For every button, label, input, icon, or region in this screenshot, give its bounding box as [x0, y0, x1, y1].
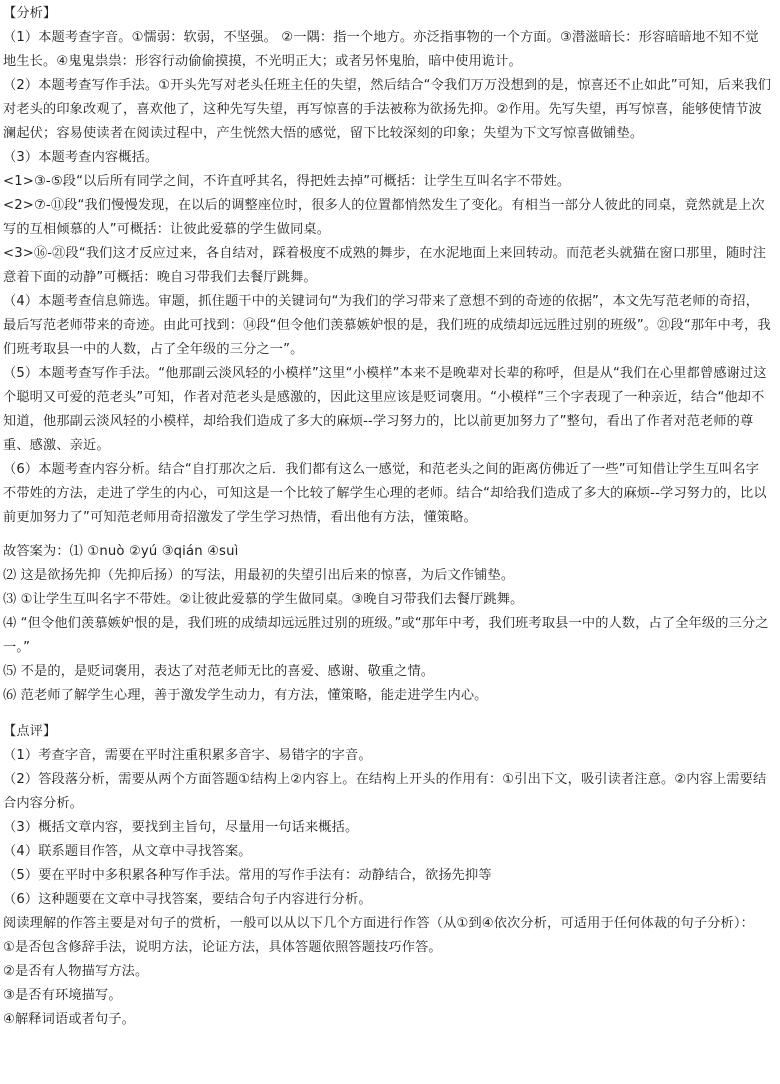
analysis-item-3-3: <3>⑯-㉑段“我们这才反应过来，各自结对，踩着极度不成熟的舞步，在水泥地面上来回转动。而范老头就猫在窗口那里，随时注意着下面的动静”可概括：晚自习带我们去餐厅跳舞。	[3, 246, 767, 285]
comment-section	[3, 720, 772, 1032]
answers-section	[3, 540, 772, 708]
comment-item-2: （2）答段落分析，需要从两个方面答题①结构上②内容上。在结构上开头的作用有：①引出下文，吸引读者注意。②内容上需要结合内容分析。	[3, 772, 767, 811]
comment-point-4: ④解释词语或者句子。	[3, 1012, 136, 1027]
comment-item-6: （6）这种题要在文章中寻找答案，要结合句子内容进行分析。	[3, 892, 372, 907]
analysis-item-6: （6）本题考查内容分析。结合“自打那次之后．我们都有这么一感觉，和范老头之间的距离仿佛近了一些”可知借让学生互叫名字不带姓的方法，走进了学生的内心，可知这是一个比较了解学生心理的老师。结合“却给我们造成了多大的麻烦--学习努力的，比以前更加努力了”可知范老师用奇招激发了学生学习热情，看出他有方法，懂策略。	[3, 462, 767, 525]
comment-item-3: （3）概括文章内容，要找到主旨句，尽量用一句话来概括。	[3, 820, 359, 835]
analysis-section	[3, 2, 772, 530]
analysis-item-3: （3）本题考查内容概括。	[3, 150, 159, 165]
answer-item-3: ⑶ ①让学生互叫名字不带姓。②让彼此爱慕的学生做同桌。③晚自习带我们去餐厅跳舞。	[3, 592, 524, 607]
answer-item-1: 故答案为：⑴ ①nuò ②yú ③qián ④suì	[3, 544, 239, 559]
answer-item-4: ⑷ “但令他们羡慕嫉妒恨的是，我们班的成绩却远远胜过别的班级。”或“那年中考，我们班考取县一中的人数，占了全年级的三分之一。”	[3, 616, 769, 655]
comment-item-4: （4）联系题目作答，从文章中寻找答案。	[3, 844, 252, 859]
comment-point-3: ③是否有环境描写。	[3, 988, 122, 1003]
comment-item-1: （1）考查字音，需要在平时注重积累多音字、易错字的字音。	[3, 748, 372, 763]
comment-point-2: ②是否有人物描写方法。	[3, 964, 149, 979]
answer-item-5: ⑸ 不是的，是贬词褒用，表达了对范老师无比的喜爱、感谢、敬重之情。	[3, 664, 435, 679]
analysis-item-4: （4）本题考查信息筛选。审题，抓住题干中的关键词句“为我们的学习带来了意想不到的奇迹的依据”，本文先写范老师的奇招，最后写范老师带来的奇迹。由此可找到：⑭段“但令他们羡慕嫉妒恨的是，我们班的成绩却远远胜过别的班级”。㉑段“那年中考，我们班考取县一中的人数，占了全年级的三分之一”。	[3, 294, 771, 357]
answer-item-2: ⑵ 这是欲扬先抑（先抑后扬）的写法，用最初的失望引出后来的惊喜，为后文作铺垫。	[3, 568, 515, 583]
analysis-item-5: （5）本题考查写作手法。“他那副云淡风轻的小模样”这里“小模样”本来不是晚辈对长辈的称呼，但是从“我们在心里都曾感谢过这个聪明又可爱的范老头”可知，作者对范老头是感激的，因此这里应该是贬词褒用。“小模样”三个字表现了一种亲近，结合“他却不知道，他那副云淡风轻的小模样，却给我们造成了多大的麻烦--学习努力的，比以前更加努力了”整句，看出了作者对范老师的尊重、感激、亲近。	[3, 366, 767, 453]
analysis-item-1: （1）本题考查字音。①懦弱：软弱，不坚强。 ②一隅：指一个地方。亦泛指事物的一个方面。③潜滋暗长：形容暗暗地不知不觉地生长。④鬼鬼祟祟：形容行动偷偷摸摸，不光明正大；或者另怀鬼胎，暗中使用诡计。	[3, 30, 759, 69]
comment-point-1: ①是否包含修辞手法，说明方法，论证方法，具体答题依照答题技巧作答。	[3, 940, 442, 955]
analysis-header: 【分析】	[3, 6, 57, 21]
comment-summary: 阅读理解的作答主要是对句子的赏析，一般可以从以下几个方面进行作答（从①到④依次分析，可适用于任何体裁的句子分析）：	[3, 916, 754, 931]
comment-item-5: （5）要在平时中多积累各种写作手法。常用的写作手法有：动静结合，欲扬先抑等	[3, 868, 492, 883]
answer-item-6: ⑹ 范老师了解学生心理，善于激发学生动力，有方法，懂策略，能走进学生内心。	[3, 688, 488, 703]
comment-header: 【点评】	[3, 724, 57, 739]
analysis-item-3-2: <2>⑦-⑪段“我们慢慢发现，在以后的调整座位时，很多人的位置都悄然发生了变化。有相当一部分人彼此的同桌，竟然就是上次写的互相倾慕的人”可概括：让彼此爱慕的学生做同桌。	[3, 198, 765, 237]
analysis-item-3-1: <1>③-⑤段“以后所有同学之间，不许直呼其名，得把姓去掉”可概括：让学生互叫名字不带姓。	[3, 174, 571, 189]
analysis-item-2: （2）本题考查写作手法。①开头先写对老头任班主任的失望，然后结合“令我们万万没想到的是，惊喜还不止如此”可知，后来我们对老头的印象改观了，喜欢他了，这种先写失望，再写惊喜的手法被称为欲扬先抑。②作用。先写失望，再写惊喜，能够使情节波澜起伏；容易使读者在阅读过程中，产生恍然大悟的感觉，留下比较深刻的印象；失望为下文写惊喜做铺垫。	[3, 78, 772, 141]
